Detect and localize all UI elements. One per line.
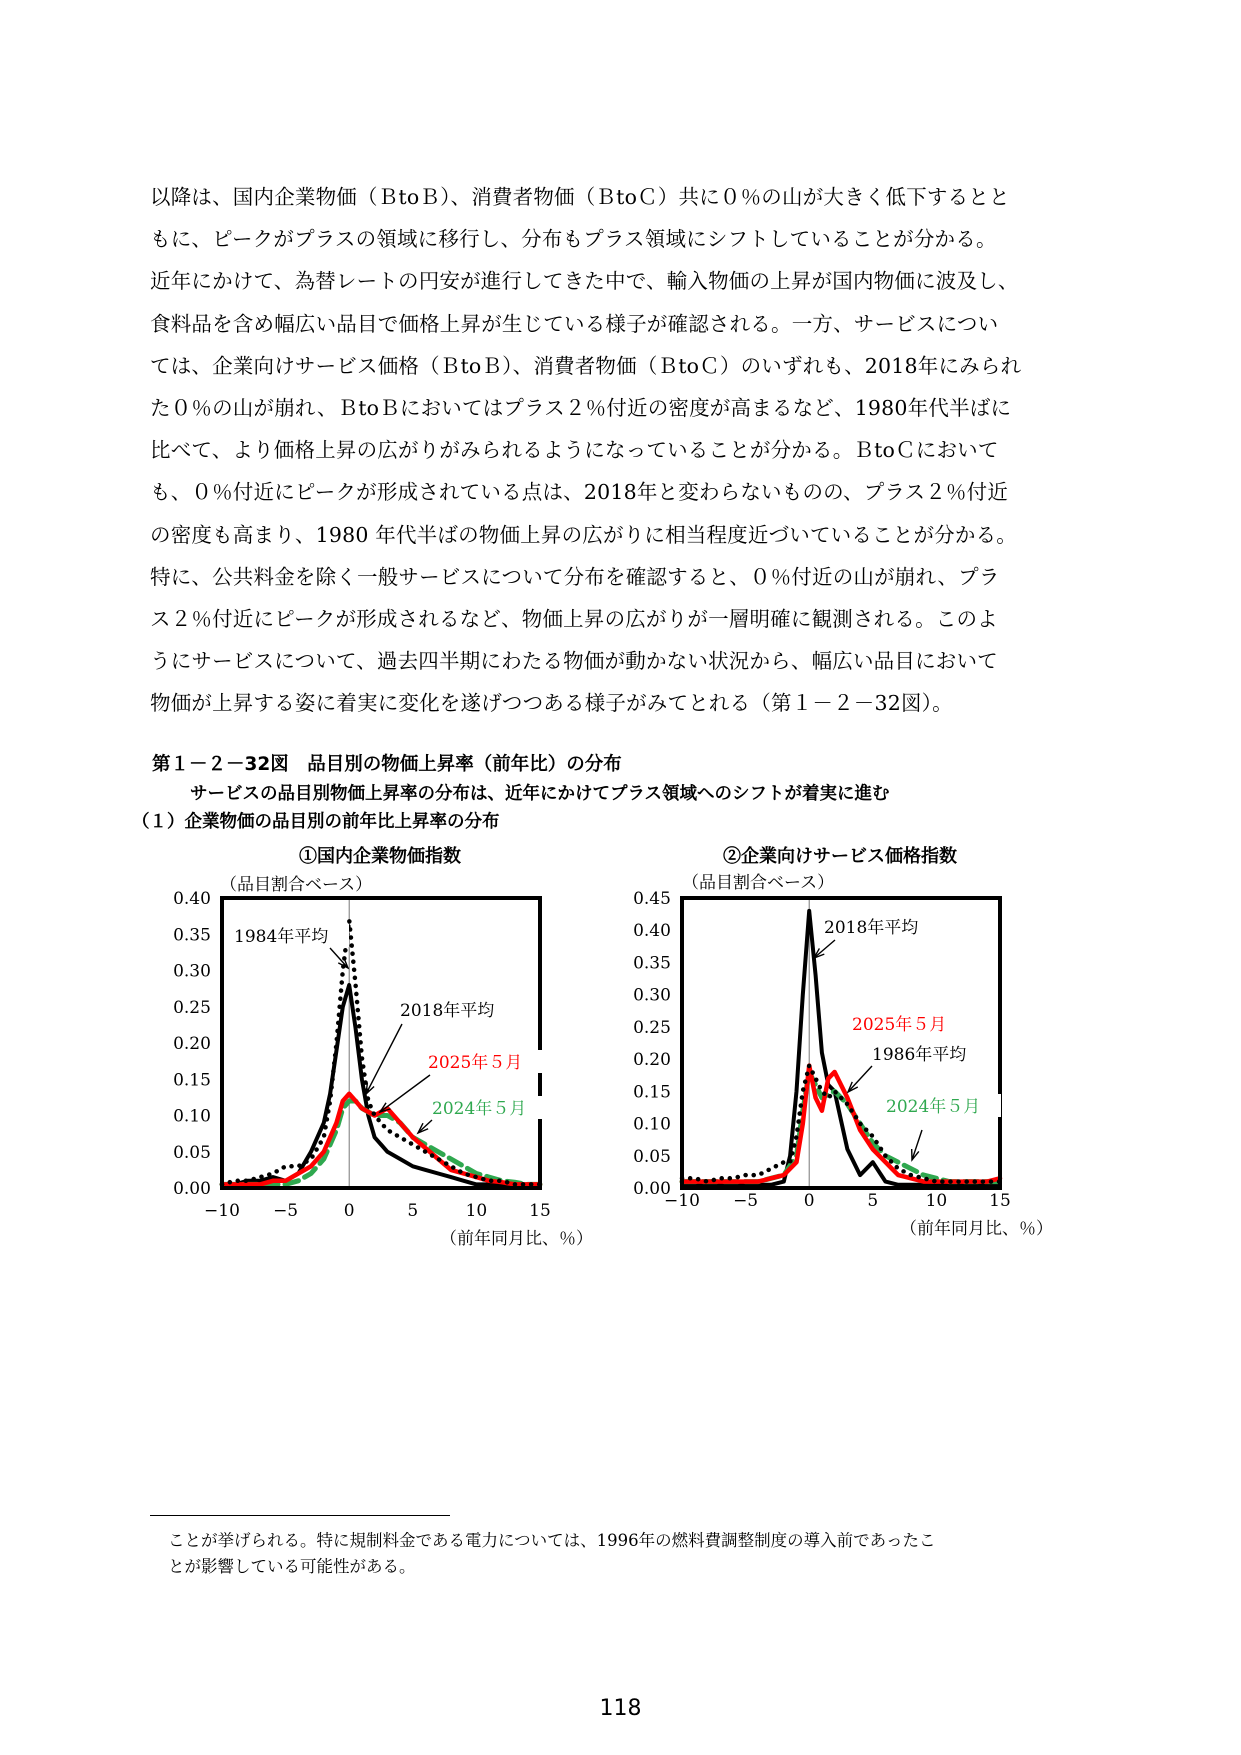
y-tick-label: 0.20 xyxy=(173,1034,211,1054)
y-tick-label: 0.15 xyxy=(633,1082,671,1103)
y-tick-label: 0.35 xyxy=(633,953,671,974)
body-line: うにサービスについて、過去四半期にわたる物価が動かない状況から、幅広い品目において xyxy=(150,649,998,674)
x-tick-label: 10 xyxy=(465,1201,488,1221)
x-tick-label: −10 xyxy=(664,1191,700,1211)
x-tick-label: 5 xyxy=(407,1201,419,1221)
figure-subtitle: サービスの品目別物価上昇率の分布は、近年にかけてプラス領域へのシフトが着実に進む xyxy=(190,784,890,804)
body-line: 近年にかけて、為替レートの円安が進行してきた中で、輸入物価の上昇が国内物価に波及し、 xyxy=(150,269,1019,294)
annotation-arrow xyxy=(366,1024,402,1094)
footnote-line: ことが挙げられる。特に規制料金である電力については、1996年の燃料費調整制度の導入前であったこ xyxy=(168,1531,936,1550)
body-line: ス２％付近にピークが形成されるなど、物価上昇の広がりが一層明確に観測される。このよ xyxy=(150,606,998,631)
y-axis-label: （品目割合ベース） xyxy=(682,873,835,893)
annotation-arrow xyxy=(380,1075,430,1112)
series-annotation: 1984年平均 xyxy=(234,927,329,947)
y-axis-label: （品目割合ベース） xyxy=(220,875,373,895)
body-line: もに、ピークがプラスの領域に移行し、分布もプラス領域にシフトしていることが分かる。 xyxy=(150,227,997,252)
y-tick-label: 0.20 xyxy=(633,1050,671,1071)
body-line: 食料品を含め幅広い品目で価格上昇が生じている様子が確認される。一方、サービスについ xyxy=(150,311,999,336)
chart-title: ①国内企業物価指数 xyxy=(299,846,461,867)
footnote xyxy=(168,1528,1108,1580)
body-line: ては、企業向けサービス価格（ＢtoＢ）、消費者物価（ＢtoＣ）のいずれも、2018年にみられ xyxy=(150,353,1022,378)
y-tick-label: 0.05 xyxy=(173,1142,211,1163)
body-line: も、０％付近にピークが形成されている点は、2018年と変わらないものの、プラス２％付近 xyxy=(150,480,1009,505)
x-tick-label: −5 xyxy=(273,1201,299,1221)
body-line: 物価が上昇する姿に着実に変化を遂げつつある様子がみてとれる（第１－２－32図）。 xyxy=(150,691,953,716)
footnote-rule xyxy=(150,1515,450,1516)
y-tick-label: 0.40 xyxy=(633,921,671,942)
y-tick-label: 0.00 xyxy=(633,1179,671,1199)
body-line: 以降は、国内企業物価（ＢtoＢ）、消費者物価（ＢtoＣ）共に０％の山が大きく低下するとと xyxy=(150,185,1010,209)
body-line: 特に、公共料金を除く一般サービスについて分布を確認すると、０％付近の山が崩れ、プラ xyxy=(150,564,1000,589)
y-tick-label: 0.25 xyxy=(633,1017,671,1038)
y-tick-label: 0.40 xyxy=(173,889,211,909)
series-annotation: 2018年平均 xyxy=(400,1001,495,1021)
annotation-arrow xyxy=(912,1130,922,1160)
page-number: 118 xyxy=(599,1696,642,1721)
body-line: た０％の山が崩れ、ＢtoＢにおいてはプラス２％付近の密度が高まるなど、1980年代半ばに xyxy=(150,395,1012,420)
body-line: 比べて、より価格上昇の広がりがみられるようになっていることが分かる。ＢtoＣにおいて xyxy=(150,438,999,463)
series-annotation: 1986年平均 xyxy=(872,1045,967,1065)
y-tick-label: 0.15 xyxy=(173,1070,211,1091)
figure-section-label: （１）企業物価の品目別の前年比上昇率の分布 xyxy=(132,812,500,832)
x-tick-label: 5 xyxy=(867,1191,879,1211)
x-tick-label: 15 xyxy=(529,1201,551,1221)
x-tick-label: 10 xyxy=(925,1191,948,1211)
series-annotation: 2024年５月 xyxy=(886,1097,981,1117)
series-annotation: 2018年平均 xyxy=(824,918,919,938)
y-tick-label: 0.45 xyxy=(633,889,671,909)
annotation-arrow xyxy=(814,940,835,958)
x-axis-label: （前年同月比、％） xyxy=(900,1219,1053,1239)
series-annotation: 2025年５月 xyxy=(428,1053,523,1073)
y-tick-label: 0.10 xyxy=(633,1114,671,1135)
annotation-arrow xyxy=(418,1120,432,1133)
x-tick-label: −5 xyxy=(733,1191,759,1211)
annotation-arrow xyxy=(848,1066,872,1092)
y-tick-label: 0.30 xyxy=(633,985,671,1006)
x-tick-label: 0 xyxy=(803,1191,815,1211)
y-tick-label: 0.25 xyxy=(173,997,211,1018)
footnote-line: とが影響している可能性がある。 xyxy=(168,1557,416,1576)
series-annotation: 2024年５月 xyxy=(432,1099,527,1119)
series-annotation: 2025年５月 xyxy=(852,1015,947,1035)
figure-title: 第１－２－32図 品目別の物価上昇率（前年比）の分布 xyxy=(152,754,622,775)
y-tick-label: 0.35 xyxy=(173,925,211,946)
x-tick-label: −10 xyxy=(204,1201,240,1221)
y-tick-label: 0.00 xyxy=(173,1179,211,1199)
x-axis-label: （前年同月比、％） xyxy=(440,1229,593,1249)
body-line: の密度も高まり、1980 年代半ばの物価上昇の広がりに相当程度近づいていることが分かる。 xyxy=(150,522,1017,547)
chart-title: ②企業向けサービス価格指数 xyxy=(723,846,957,867)
y-tick-label: 0.30 xyxy=(173,961,211,982)
y-tick-label: 0.10 xyxy=(173,1106,211,1127)
y-tick-label: 0.05 xyxy=(633,1146,671,1167)
x-tick-label: 0 xyxy=(343,1201,355,1221)
x-tick-label: 15 xyxy=(989,1191,1011,1211)
